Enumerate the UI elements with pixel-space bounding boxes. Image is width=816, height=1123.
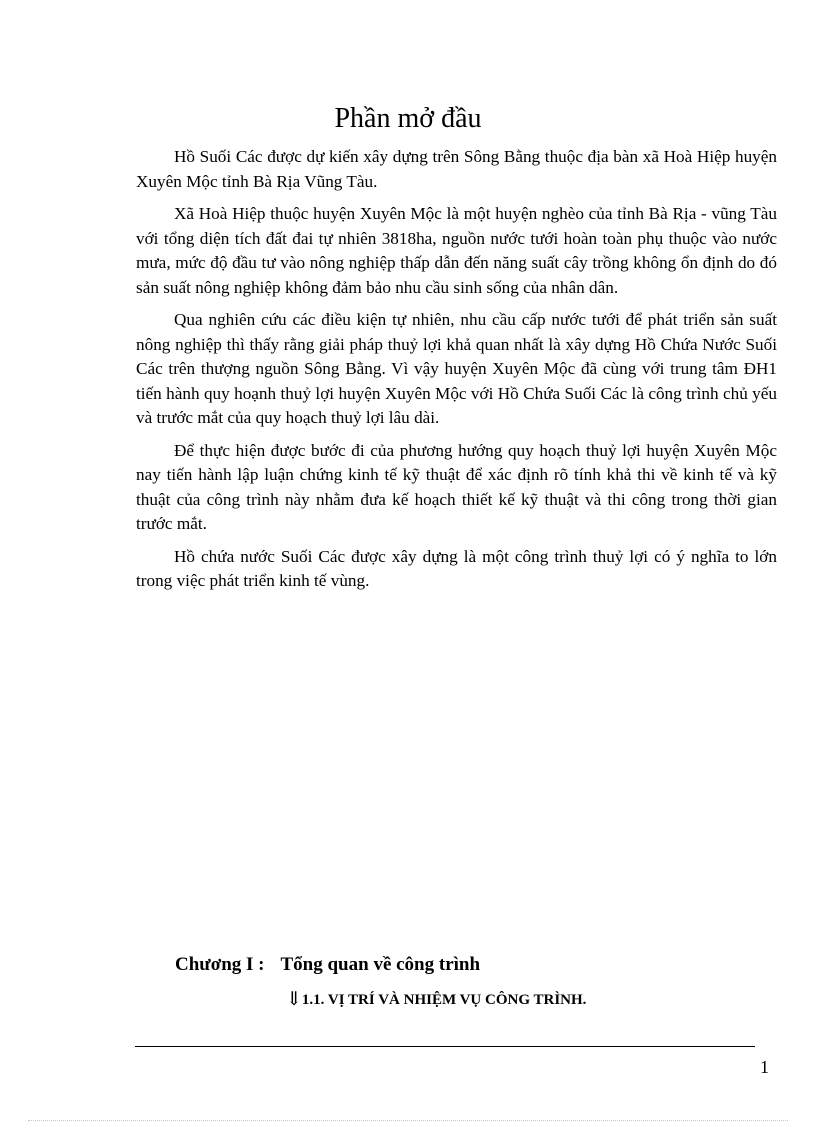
paragraph-4: Để thực hiện được bước đi của phương hướng quy hoạch thuỷ lợi huyện Xuyên Mộc nay tiến hành lập luận chứng kinh tế kỹ thuật để xác định rõ tính khả thi về kinh tế và kỹ thuật của công trình này nhằm đưa kế hoạch thiết kế kỹ thuật và thi công trong thời gian trước mắt.: [136, 440, 777, 533]
page-number: 1: [760, 1057, 769, 1077]
section-title: 1.1. VỊ TRÍ VÀ NHIỆM VỤ CÔNG TRÌNH.: [301, 992, 587, 1008]
chapter-label: Chương I :: [175, 954, 265, 975]
body-text: [136, 145, 777, 602]
paragraph-1: Hồ Suối Các được dự kiến xây dựng trên Sông Bằng thuộc địa bàn xã Hoà Hiệp huyện Xuyên Mộc tỉnh Bà Rịa Vũng Tàu.: [136, 147, 777, 191]
section-heading: [286, 988, 586, 1012]
paragraph-3: Qua nghiên cứu các điều kiện tự nhiên, nhu cầu cấp nước tưới để phát triển sản suất nông nghiệp thì thấy rằng giải pháp thuỷ lợi khả quan nhất là xây dựng Hồ Chứa Nước Suối Các trên thượng nguồn Sông Bằng. Vì vậy huyện Xuyên Mộc đã cùng với trung tâm ĐH1 tiến hành quy hoạnh thuỷ lợi huyện Xuyên Mộc với Hồ Chứa Suối Các là công trình chủ yếu và trước mắt của quy hoạch thuỷ lợi lâu dài.: [136, 310, 777, 427]
page-title: Phần mở đầu: [334, 103, 482, 134]
page-edge-divider: [28, 1120, 788, 1121]
paragraph-5: Hồ chứa nước Suối Các được xây dựng là một công trình thuỷ lợi có ý nghĩa to lớn trong việc phát triển kinh tế vùng.: [136, 546, 777, 590]
footer-divider: [135, 1046, 755, 1047]
chapter-heading: [175, 952, 480, 978]
chapter-title: Tổng quan về công trình: [280, 954, 481, 975]
double-arrow-down-icon: ⇓: [286, 989, 302, 1010]
paragraph-2: Xã Hoà Hiệp thuộc huyện Xuyên Mộc là một huyện nghèo của tỉnh Bà Rịa - vũng Tàu với tổng diện tích đất đai tự nhiên 3818ha, nguồn nước tưới hoàn toàn phụ thuộc vào nước mưa, mức độ đầu tư vào nông nghiệp thấp dẫn đến năng suất cây trồng không ổn định do đó sản suất nông nghiệp không đảm bảo nhu cầu sinh sống của nhân dân.: [136, 204, 777, 297]
